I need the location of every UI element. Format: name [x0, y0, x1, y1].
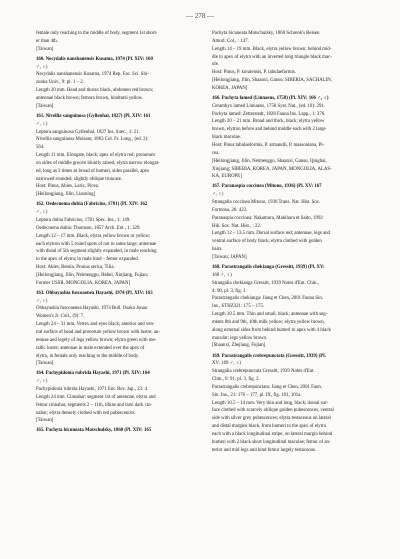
entry-line: Leptura dubia Fabricius, 1781 Spec. Ins., 1: 149. [36, 217, 131, 223]
entry-line: [Shaanxi, Zhejiang, Fujian] [212, 343, 266, 349]
entry-line: Length 20 mm. Head and thorax black, abdomen red brown; [36, 88, 154, 94]
entry-line: dle to apex of elytra with an inverted long triangle black mac- [212, 54, 332, 60]
entry-line: Formosa, 26: 423. [212, 207, 248, 213]
entry-line: [Heilongjiang, Jilin, Neimenggu, Hebei, Xinjiang, Fujian; [36, 272, 149, 278]
entry-line: Nivellia sanguinosa Mulsant, 1863 Col. Fr. Long., (ed. 2): [36, 137, 149, 143]
entry-line: ♂, ♀) [36, 298, 48, 304]
entry-line: nabar; elytra densely clothed with red pubescences. [36, 410, 136, 416]
entry-line: XV: 169 ♂, ♀) [212, 361, 241, 367]
species-entry [36, 290, 196, 368]
entry-line: ♂, ♀) [212, 192, 224, 198]
entry-line: Former USSR, MONGOLIA, KOREA, JAPAN] [36, 280, 131, 286]
species-entry [212, 183, 372, 261]
species-entry [36, 427, 196, 435]
entry-line: tennae and legely of legs yellow brown; elytra green with me- [36, 337, 157, 343]
entry-heading: 169. Parastrangalis crebrepunctata (Gressitt, 1939) (Pl. [212, 353, 326, 359]
entry-line: humeri with 2 black short longitudinal maculae; femur of an- [212, 439, 331, 445]
species-entry [212, 264, 372, 350]
entry-line: zuoka Univ., 9: pl. 1 – 2. [36, 80, 84, 86]
entry-heading: 167. Paranaspia coccinea (Mitono, 1936) (Pl. XV: 167 [212, 184, 322, 190]
entry-line: [Taiwan] [36, 418, 54, 424]
species-entry [36, 30, 196, 54]
entry-line: cea. [212, 150, 220, 156]
entry-line: Length 12 – 17 mm. Black, elytra yellow brown or yellow; [36, 233, 151, 239]
entry-line: femur cinnabar, segments 2 – 11th, tibiae and tarsi dark cin- [36, 402, 153, 408]
entry-heading: 165. Pachyta bicuneata Motschulsky, 1860 (Pl. XIV: 165 [36, 428, 152, 434]
entry-line: ♂, ♀) [36, 64, 48, 70]
entry-line: Length 14 – 19 mm. Black, elytra yellow brown; behind mid- [212, 46, 332, 52]
entry-heading: 163. Ohbayashia fuscoaenea Hayashi, 1974 (Pl. XIV: 163 [36, 290, 153, 296]
species-entry [36, 201, 196, 287]
entry-line: ♂, ♀) [36, 210, 48, 216]
entry-line: Strangalia chekianga Gressitt, 1939 Notes d'Ent. Chin., [212, 280, 319, 286]
species-entry [36, 113, 196, 199]
entry-line: with distal of 5th segment slightly expanded, in male reaching [36, 249, 157, 255]
entry-line: Chin., 6: 91, pl. 3, fig. 2. [212, 377, 260, 383]
entry-line: [Heilongjiang, Jilin, Neimenggu, Shaanxi, Gansu, Qinghai, [212, 158, 327, 164]
entry-line: ♂, ♀) [36, 121, 48, 127]
entry-line: elytra, in female only reaching to the middle of body. [36, 353, 140, 359]
entry-line: Host: Pinus, Abies, Larix, Picea. [36, 184, 99, 190]
entry-line: and distal margins black, from humeri to the apex of elytra [212, 424, 326, 430]
entry-line: Parastrangalis crebrepunctata: Jiang et Chen, 2001 Faun. [212, 384, 323, 390]
entry-line: 168 ♂, ♀) [212, 272, 232, 278]
entry-line: Xinjiang; SIBERIA, KOREA, JAPAN, MONGOLIA, ALAS- [212, 166, 332, 172]
entry-line: Amurl. Col., : 147. [212, 38, 249, 44]
entry-line: Pachyta lamed: Zetterstedt, 1828 Fauna Ins. Lapp., 1: 376. [212, 111, 326, 117]
entry-line: Parastrangalis chekianga: Jiang et Chen, 2001 Fauna Sin. [212, 296, 323, 302]
entry-line: Ins., STHZ321: 175 – 175. [212, 304, 265, 310]
entry-line: Cerambyx lamed Linnaeus, 1758 Syst. Nat., (ed. 10): 291. [212, 103, 326, 109]
entry-line: [Taiwan] [36, 46, 54, 52]
entry-line: ventral surface of body black; elytra clothed with golden [212, 239, 322, 245]
entry-line: antennae black brown; femora brown, hindtarsi yellow. [36, 95, 144, 101]
entry-line: 564. [36, 145, 45, 151]
entry-line: Sin. Ins., 21: 176 – 177, pl. IX, fig. 101, 101a. [212, 392, 302, 398]
entry-line: Length 20 – 21 mm. Broad and thick, black; elytra yellow [212, 119, 325, 125]
entry-line: Length 11 mm. Elongate, black; apex of elytra red; pronotum [36, 153, 155, 159]
entry-line: macular; legs yellow brown. [212, 335, 268, 341]
species-entry [212, 30, 372, 93]
entry-line: Paranaspia coccinea: Nakamura, Makihara et Saito, 1992 [212, 215, 323, 221]
entry-line: [Taiwan; JAPAN] [212, 255, 247, 260]
species-entry [212, 95, 372, 181]
entry-line: each with a black longitudinal stripe, on lateral margin behind [212, 431, 333, 437]
right-column [212, 30, 372, 457]
entry-line: ule. [212, 62, 220, 68]
entry-heading: 164. Pachypidonia rubrida Hayashi, 1971 (Pl. XIV: 164 [36, 371, 150, 377]
entry-line: Pachyta bicuneata Motschulsky, 1860 Schrenk's Reisen [212, 31, 320, 36]
entry-heading: 162. Oedecnema dubia (Fabricius, 1781) (Pl. XIV: 162 [36, 202, 148, 208]
entry-line: terior and mid legs and hind femur largely testaceous. [212, 447, 317, 453]
entry-line: to the apex of elytra; in male hind – femur expanded. [36, 257, 139, 263]
entry-line: Strangalia coccinea Mitono, 1936 Trans. Nat. Hist. Soc. [212, 200, 321, 206]
entry-line: on sides of middle groove bluntly raised; elytra narrow elongat- [36, 160, 160, 166]
entry-line: Host: Pinus tabulaeformis, P. armandii, P. massoniana, Pi- [212, 143, 325, 148]
entry-line: face clothed with scarcely oblique golden pubescences, ventral [212, 408, 334, 414]
entry-line: Hik. Soc. Nat. Hist., : 22. [212, 223, 262, 229]
entry-line: er than 4th. [36, 38, 58, 44]
entry-line: Host: Pinus, P. koraiensis, P. tabulaeformis. [212, 70, 296, 76]
entry-line: Length 24 mm. Cinnabar; segment 1st of antennae, elytra and [36, 394, 156, 400]
entry-line: Leptura sanguinosa Gyllenhal, 1827 Ins. Suec., 1: 21. [36, 129, 140, 135]
entry-heading: 168. Parastrangalis chekianga (Gressitt, 1939) (Pl. XV: [212, 265, 325, 271]
entry-line: Length 10.5 mm. Thin and small, black; antennae with seg- [212, 312, 328, 318]
entry-line: Strangalia crebrepunctata Gressitt, 1939 Notes d'Ent. [212, 369, 315, 375]
entry-line: tallic lustre; antennae in male extended over the apex of [36, 345, 145, 351]
entry-line: 4: 90, pl. 3, fig. 1. [212, 288, 247, 294]
entry-line: tral surface of head and pronotum yellow brown with lustre; an- [36, 329, 161, 335]
entry-heading: 166. Pachyta lamed (Linnaeus, 1758) (Pl. XIV: 166 ♂, ♀) [212, 95, 329, 101]
entry-heading: 160. Necydalis nanshanensis Kusama, 1974 (Pl. XIV: 160 [36, 56, 153, 62]
entry-line: [Heilongjiang, Jilin, Shaanxi, Gansu; SIBERIA, SACHALIN, [212, 78, 333, 84]
entry-line: Ohbayashia fuscoaenea Hayashi, 1974 Bull. Osaka Jonan [36, 306, 148, 312]
entry-line: [Taiwan] [36, 361, 54, 367]
species-entry [36, 56, 196, 111]
entry-line: [Heilongjiang, Jilin, Liaoning] [36, 192, 96, 198]
species-entry [212, 353, 372, 455]
entry-line: ♂, ♀) [36, 379, 48, 385]
left-column [36, 30, 196, 457]
entry-line: along external sides from behind humeri to apex with 4 black [212, 327, 331, 333]
entry-line: Host: Abies, Betula, Prunus serica, Tilia. [36, 265, 115, 271]
entry-line: KOREA, JAPAN] [212, 85, 248, 91]
entry-line: [Taiwan] [36, 103, 54, 109]
entry-line: hairs. [212, 247, 223, 253]
entry-line: Necydalis nanshanensis Kusama, 1974 Rep. Fac. Sci. Shi- [36, 72, 149, 78]
page-number: — 278 — [186, 12, 214, 20]
entry-line: Women's Jr. Coll., (9): 7. [36, 314, 85, 320]
species-entry [36, 370, 196, 425]
columns [36, 30, 372, 457]
entry-line: Length 10.5 – 14 mm. Very thin and long, black; dorsal sur- [212, 400, 329, 406]
entry-line: narrowed rounded, slightly oblique truncate. [36, 176, 123, 182]
entry-line: Oedecnema dubia: Thomson, 1857 Arch. Ent., 1: 329. [36, 225, 141, 231]
entry-line: black maculae. [212, 135, 242, 141]
entry-line: brown, elytron before and behind middle each with 2 large [212, 127, 326, 133]
entry-line: KA, EUROPE] [212, 174, 242, 180]
entry-heading: 161. Nivellia sanguinosa (Gyllenhal, 1827) (Pl. XIV: 161 [36, 113, 151, 119]
entry-line: Length 12 – 13.5 mm. Dorsal surface red; antennae, legs and [212, 231, 330, 237]
entry-line: ed, long as 3 times as broad of humeri, sides parallel, apex [36, 168, 150, 174]
entry-line: side with silver grey pubescences; elytra testaceous on lateral [212, 416, 331, 422]
entry-line: Pachypidonia rubrida Hayashi, 1971 Ent. Rev. Jap., 23: 4. [36, 387, 149, 393]
entry-line: each elytron with 5 round spots of not in same large; antennae [36, 241, 157, 247]
entry-line: Length 24 – 31 mm. Vertex and eyes black; anterior and ven- [36, 322, 155, 328]
entry-line: female only reaching to the middle of body, segment 1st short- [36, 31, 158, 36]
entry-line: ments 8th and 9th, 10th milk yellow; elytra yellow brown, [212, 319, 325, 325]
